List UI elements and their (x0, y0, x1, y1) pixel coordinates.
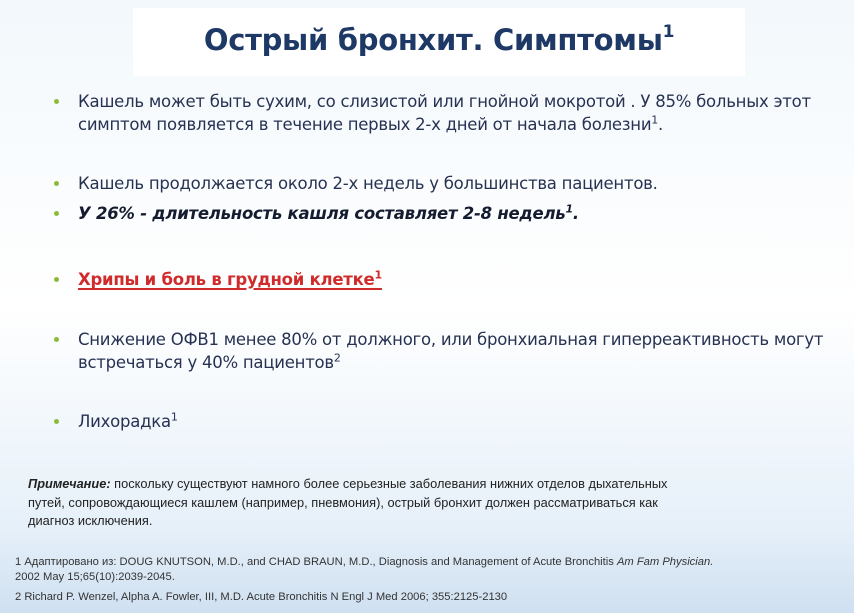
note-label: Примечание: (28, 476, 111, 491)
title-box (133, 8, 745, 76)
reference-text: 2002 May 15;65(10):2039-2045. (15, 571, 175, 583)
bullet-dot (54, 211, 59, 216)
note-text: поскольку существуют намного более серьезные заболевания нижних отделов дыхательных путей, сопровождающиеся кашлем (например, пневмония), острый бронхит должен рассматриваться как диагноз исключения. (28, 476, 668, 528)
note-paragraph (28, 475, 668, 531)
bullet-item-wheezing (78, 268, 838, 291)
bullet-dot (54, 181, 59, 186)
reference-text: 1 Адаптировано из: DOUG KNUTSON, M.D., and CHAD BRAUN, M.D., Diagnosis and Management of Acute Bronchitis (15, 556, 617, 568)
bullet-text: У 26% - длительность кашля составляет 2-8 недель (78, 204, 566, 223)
bullet-tail: . (572, 204, 579, 223)
bullet-line: Кашель может быть сухим, со слизистой или гнойной мокротой . У 85% больных этот (78, 92, 811, 111)
footnote-marker: 2 (333, 351, 341, 365)
reference-text: 2 Richard P. Wenzel, Alpha A. Fowler, III, M.D. Acute Bronchitis N Engl J Med 2006; 355:2125-2130 (15, 591, 508, 603)
slide-title-footnote: 1 (662, 22, 675, 43)
bullet-dot (54, 99, 59, 104)
bullet-dot (54, 277, 59, 282)
bullet-line: встречаться у 40% пациентов (78, 353, 334, 372)
bullet-item-cough-type (78, 90, 838, 136)
bullet-tail: . (658, 115, 664, 134)
bullet-dot (54, 337, 59, 342)
bullet-item-fever (78, 410, 838, 433)
footnote-marker: 1 (565, 202, 573, 216)
footnote-marker: 1 (170, 410, 178, 424)
footnote-marker: 1 (651, 113, 659, 127)
bullet-text: Лихорадка (78, 412, 171, 431)
bullet-text: Кашель продолжается около 2-х недель у большинства пациентов. (78, 174, 658, 193)
bullet-text: Хрипы и боль в грудной клетке (78, 270, 375, 289)
reference-1 (15, 555, 735, 585)
bullet-item-fev1 (78, 328, 838, 374)
bullet-item-cough-duration (78, 172, 838, 195)
reference-journal: Am Fam Physician. (616, 556, 714, 568)
reference-2 (15, 590, 735, 605)
footnote-marker: 1 (374, 268, 382, 282)
slide-title-text: Острый бронхит. Симптомы (203, 23, 663, 57)
bullet-line: Снижение ОФВ1 менее 80% от должного, или бронхиальная гиперреактивность могут (78, 330, 824, 349)
bullet-line: симптом появляется в течение первых 2-х дней от начала болезни (78, 115, 652, 134)
slide-title (133, 23, 745, 57)
bullet-dot (54, 419, 59, 424)
bullet-item-long-cough (78, 202, 838, 225)
